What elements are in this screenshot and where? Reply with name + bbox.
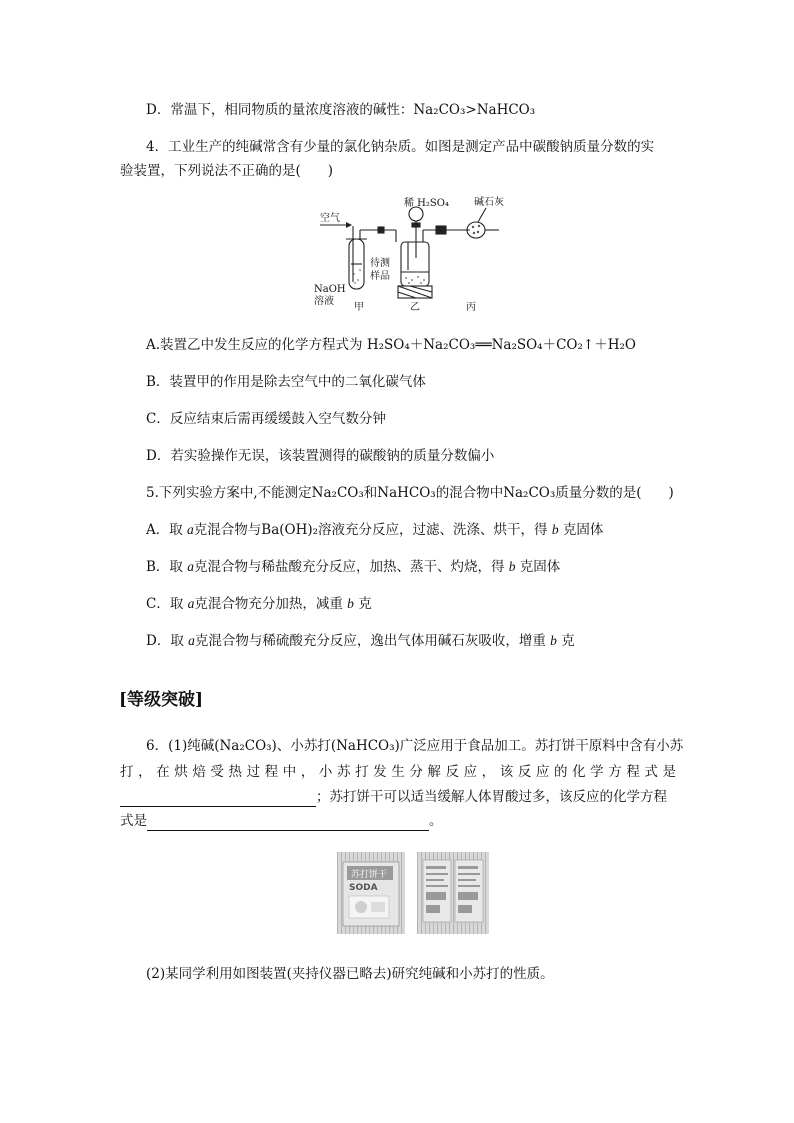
- q5-option-a: A．取 a克混合物与Ba(OH)₂溶液充分反应，过滤、洗涤、烘干，得 b 克固体: [146, 522, 604, 538]
- package-back-photo: [417, 852, 489, 934]
- photo-soda-label: SODA: [349, 883, 378, 893]
- experiment-apparatus-figure: [300, 192, 505, 314]
- q5-option-b: B．取 a克混合物与稀盐酸充分反应，加热、蒸干、灼烧，得 b 克固体: [146, 559, 561, 575]
- q6-part2: (2)某同学利用如图装置(夹持仪器已略去)研究纯碱和小苏打的性质。: [146, 966, 554, 982]
- q4-option-a: A.装置乙中发生反应的化学方程式为 H₂SO₄＋Na₂CO₃══Na₂SO₄＋CO₂↑＋H₂O: [146, 337, 636, 353]
- q5-option-c: C．取 a克混合物充分加热，减重 b 克: [146, 596, 372, 612]
- q3-option-d: D．常温下，相同物质的量浓度溶液的碱性：Na₂CO₃>NaHCO₃: [146, 102, 536, 118]
- photo-brand-label: 苏打饼干: [351, 870, 388, 880]
- label-jia: 甲: [354, 302, 364, 313]
- section-heading: [等级突破]: [119, 690, 204, 710]
- label-yi: 乙: [410, 302, 420, 313]
- q5-stem: 5.下列实验方案中,不能测定Na₂CO₃和NaHCO₃的混合物中Na₂CO₃质量分数的是( ): [146, 485, 674, 501]
- label-sample-line2: 样品: [370, 271, 390, 282]
- dropping-funnel: [409, 207, 423, 221]
- q4-option-d: D．若实验操作无误，该装置测得的碳酸钠的质量分数偏小: [146, 448, 495, 464]
- label-soda-lime: 碱石灰: [474, 197, 504, 208]
- label-acid: 稀 H₂SO₄: [404, 198, 449, 209]
- label-naoh-line2: 溶液: [314, 296, 334, 307]
- label-air: 空气: [320, 213, 340, 224]
- soda-cracker-photos: [337, 852, 489, 936]
- q6-line2: 打，在烘焙受热过程中，小苏打发生分解反应，该反应的化学方程式是: [120, 764, 676, 780]
- q6-line1: 6．(1)纯碱(Na₂CO₃)、小苏打(NaHCO₃)广泛应用于食品加工。苏打饼干原料中含有小苏: [146, 738, 684, 754]
- answer-blank-1[interactable]: [120, 792, 316, 807]
- label-bing: 丙: [466, 302, 476, 313]
- package-front-photo: [337, 852, 405, 934]
- answer-blank-2[interactable]: [147, 816, 429, 831]
- q4-option-b: B．装置甲的作用是除去空气中的二氧化碳气体: [146, 374, 426, 390]
- q4-option-c: C．反应结束后需再缓缓鼓入空气数分钟: [146, 411, 386, 427]
- q6-line4: 式是 。: [120, 813, 443, 829]
- q5-option-d: D．取 a克混合物与稀硫酸充分反应，逸出气体用碱石灰吸收，增重 b 克: [146, 633, 575, 649]
- label-naoh-line1: NaOH: [314, 284, 346, 295]
- label-sample-line1: 待测: [370, 258, 390, 269]
- q4-stem-line1: 4．工业生产的纯碱常含有少量的氯化钠杂质。如图是测定产品中碳酸钠质量分数的实: [146, 139, 655, 155]
- q4-stem-line2: 验装置，下列说法不正确的是( ): [120, 163, 334, 179]
- q6-line3: ；苏打饼干可以适当缓解人体胃酸过多，该反应的化学方程: [120, 787, 667, 807]
